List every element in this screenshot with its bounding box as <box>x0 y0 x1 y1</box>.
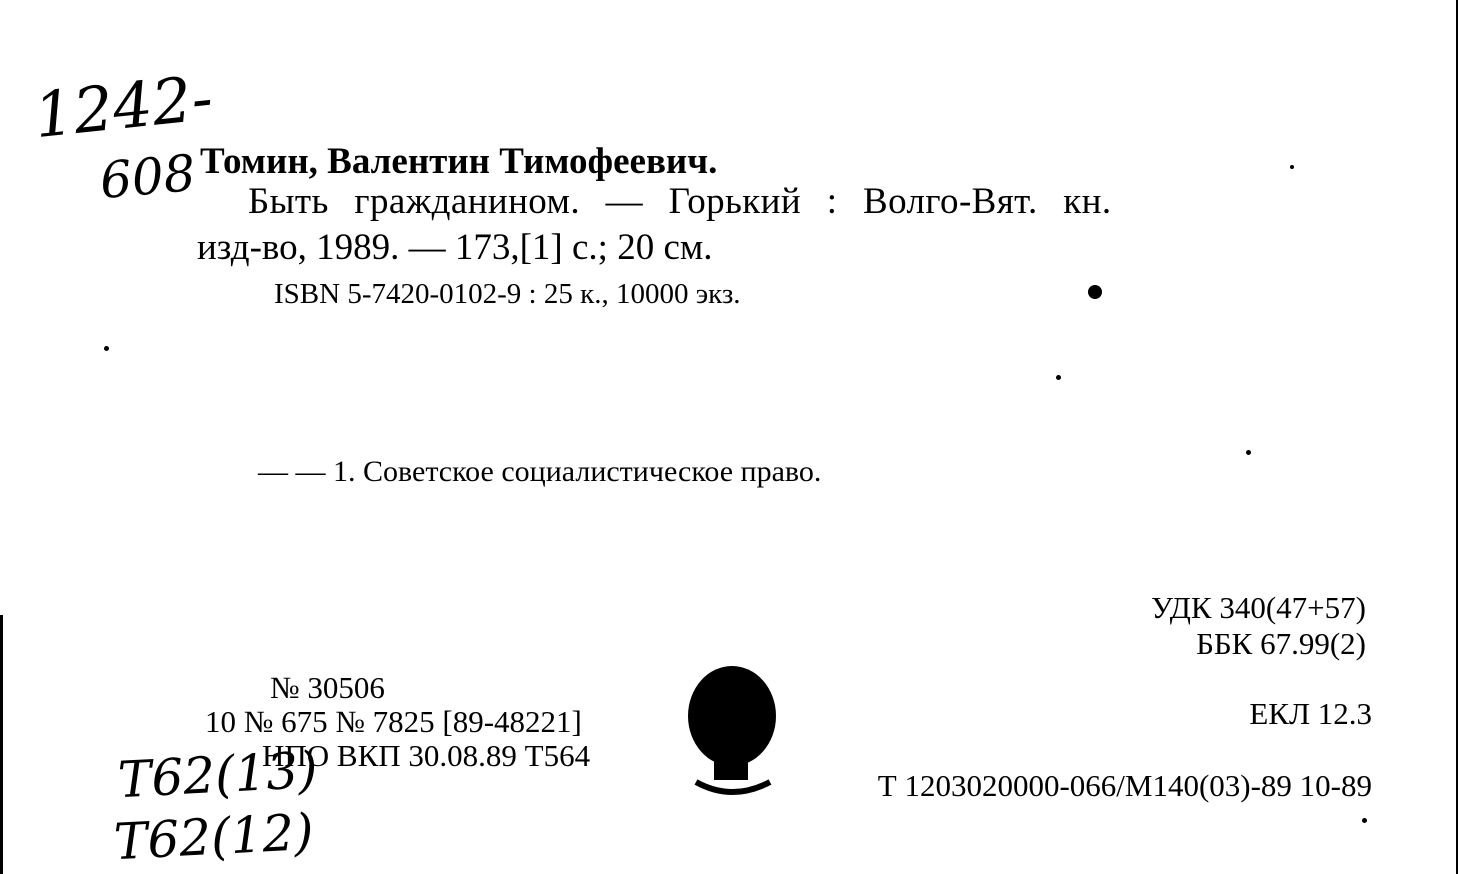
punch-hole <box>684 664 784 804</box>
bbk-code: ББК 67.99(2) <box>1196 626 1366 661</box>
ink-speck <box>1246 450 1251 455</box>
print-number: № 30506 <box>270 670 385 705</box>
publication-line: изд-во, 1989. — 173,[1] с.; 20 см. <box>197 227 713 268</box>
ekl-code: ЕКЛ 12.3 <box>1249 696 1372 731</box>
print-npo: НПО ВКП 30.08.89 Т564 <box>262 738 591 773</box>
handwritten-shelf-mark-1: T62(13) <box>116 740 319 810</box>
ink-speck <box>1290 165 1294 169</box>
card-edge-left <box>0 615 3 874</box>
handwritten-shelf-mark-2: T62(12) <box>112 802 315 872</box>
subject-heading: — — 1. Советское социалистическое право. <box>258 455 822 488</box>
ink-speck <box>1056 375 1061 380</box>
handwritten-code-bottom: 608 <box>97 143 198 211</box>
ink-speck <box>1088 285 1102 299</box>
udk-code: УДК 340(47+57) <box>1150 590 1366 625</box>
handwritten-code-top: 1242- <box>30 60 217 153</box>
ink-speck <box>104 346 109 351</box>
ink-speck <box>1362 818 1367 823</box>
print-order: 10 № 675 № 7825 [89-48221] <box>205 704 582 739</box>
isbn-line: ISBN 5-7420-0102-9 : 25 к., 10000 экз. <box>274 278 741 310</box>
catalog-code: Т 1203020000-066/М140(03)-89 10-89 <box>877 768 1372 803</box>
author-heading: Томин, Валентин Тимофеевич. <box>200 141 718 182</box>
title-line: Быть гражданином. — Горький : Волго-Вят. кн. <box>248 181 1112 222</box>
